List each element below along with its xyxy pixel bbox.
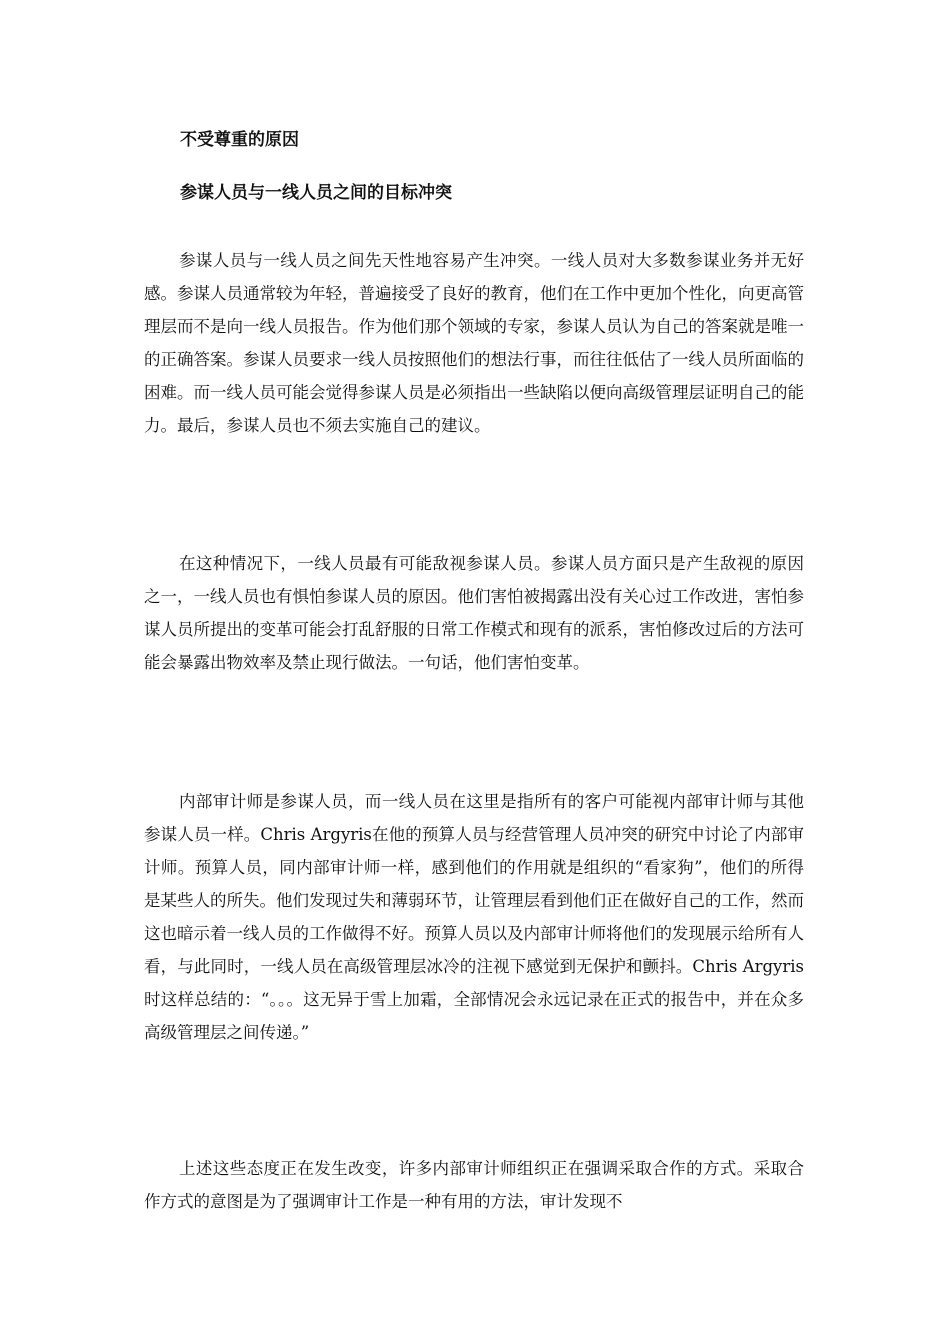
subsection-heading: 参谋人员与一线人员之间的目标冲突 [180,183,452,203]
paragraph-3: 内部审计师是参谋人员，而一线人员在这里是指所有的客户可能视内部审计师与其他参谋人员一样。Chris Argyris在他的预算人员与经营管理人员冲突的研究中讨论了内部审计师。预算人员，同内部审计师一样，感到他们的作用就是组织的“看家狗”，他们的所得是某些人的所失。他们发现过失和薄弱环节，让管理层看到他们正在做好自己的工作，然而这也暗示着一线人员的工作做得不好。预算人员以及内部审计师将他们的发现展示给所有人看，与此同时，一线人员在高级管理层冰冷的注视下感觉到无保护和颤抖。Chris Argyris时这样总结的：“。。。这无异于雪上加霜，全部情况会永远记录在正式的报告中，并在众多高级管理层之间传递。” [144,791,804,1042]
paragraph-1: 参谋人员与一线人员之间先天性地容易产生冲突。一线人员对大多数参谋业务并无好感。参谋人员通常较为年轻，普遍接受了良好的教育，他们在工作中更加个性化，向更高管理层而不是向一线人员报告。作为他们那个领域的专家，参谋人员认为自己的答案就是唯一的正确答案。参谋人员要求一线人员按照他们的想法行事，而往往低估了一线人员所面临的困难。而一线人员可能会觉得参谋人员是必须指出一些缺陷以便向高级管理层证明自己的能力。最后，参谋人员也不须去实施自己的建议。 [144,250,804,435]
paragraph-2: 在这种情况下，一线人员最有可能敌视参谋人员。参谋人员方面只是产生敌视的原因之一，一线人员也有惧怕参谋人员的原因。他们害怕被揭露出没有关心过工作改进，害怕参谋人员所提出的变革可能会打乱舒服的日常工作模式和现有的派系，害怕修改过后的方法可能会暴露出物效率及禁止现行做法。一句话，他们害怕变革。 [144,553,804,672]
paragraph-4: 上述这些态度正在发生改变，许多内部审计师组织正在强调采取合作的方式。采取合作方式的意图是为了强调审计工作是一种有用的方法，审计发现不 [144,1158,804,1211]
section-heading: 不受尊重的原因 [180,130,299,150]
